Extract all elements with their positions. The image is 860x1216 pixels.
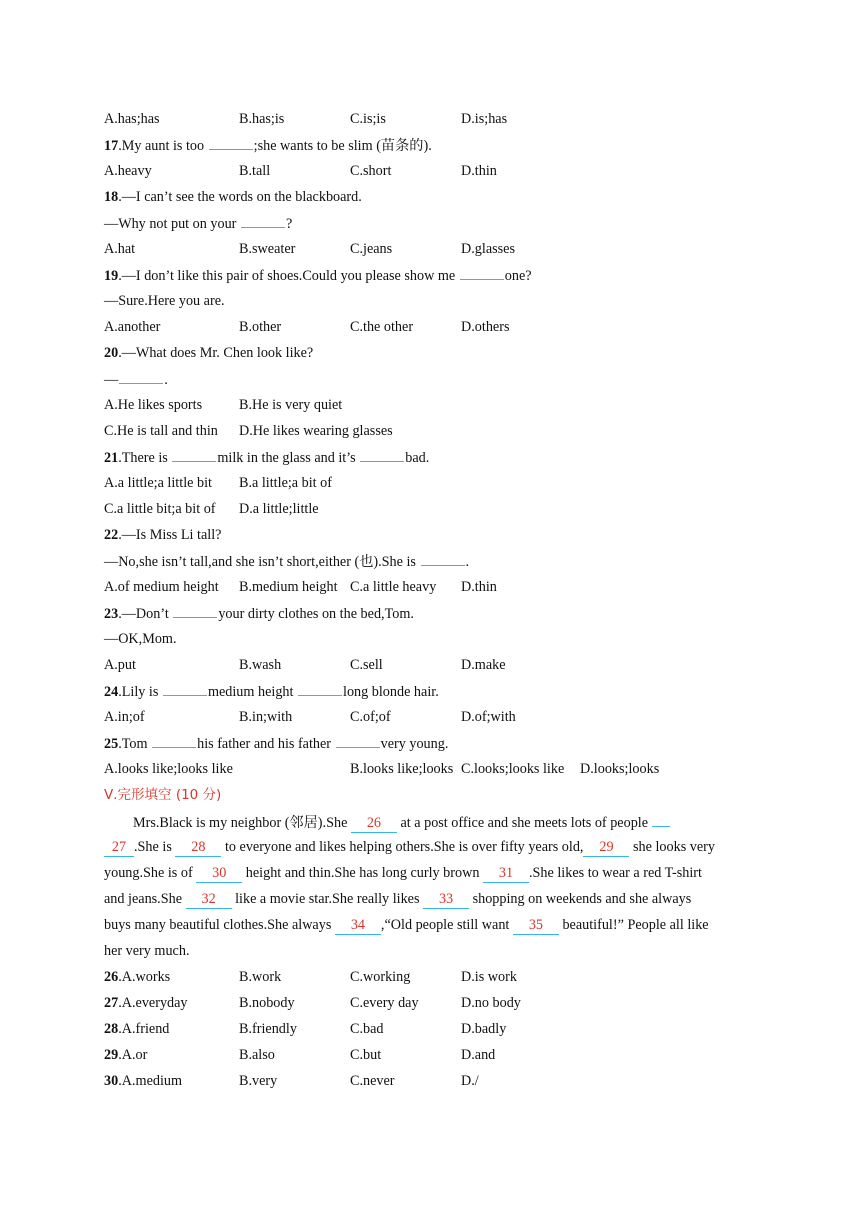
q21-option-b: B.a little;a bit of [239, 475, 332, 491]
question-number: 26 [104, 969, 119, 985]
question-number: 29 [104, 1047, 119, 1063]
q22-option-a: A.of medium height [104, 579, 219, 595]
q17-options [104, 158, 804, 184]
question-number: 22 [104, 527, 119, 543]
q29-option-c: C.but [350, 1047, 382, 1063]
q23-reply: —OK,Mom. [104, 631, 177, 647]
q19-option-a: A.another [104, 319, 161, 335]
q30-options [104, 1068, 804, 1094]
q30-option-b: B.very [239, 1073, 278, 1089]
answer-blank [241, 210, 285, 228]
question-number: 18 [104, 189, 119, 205]
passage-line-1 [104, 808, 804, 834]
q18-text: .—I can’t see the words on the blackboard. [118, 189, 362, 205]
passage-line-5 [104, 912, 804, 938]
q22-option-c: C.a little heavy [350, 579, 437, 595]
passage-text: at a post office and she meets lots of people [396, 815, 652, 831]
q21-text: .There is [118, 450, 172, 466]
q30-option-d: D./ [461, 1073, 479, 1089]
q18-reply [104, 210, 804, 236]
passage-text: .She is [134, 839, 176, 855]
passage-text: and jeans.She [104, 891, 186, 907]
q24-options [104, 704, 804, 730]
q20-options-row2 [104, 418, 804, 444]
q25-text-end: very young. [380, 736, 449, 752]
q24-option-c: C.of;of [350, 709, 391, 725]
q20-options-row1 [104, 392, 804, 418]
cloze-blank-33: 33 [423, 890, 469, 909]
passage-text: like a movie star.She really likes [231, 891, 424, 907]
q20-option-d: D.He likes wearing glasses [239, 423, 393, 439]
cloze-blank-27-start [652, 808, 670, 827]
q17-option-b: B.tall [239, 163, 271, 179]
q19-text: .—I don’t like this pair of shoes.Could you please show me [118, 268, 459, 284]
q22-reply-text: —No,she isn’t tall,and she isn’t short,either (也).She is [104, 554, 420, 570]
q20-stem [104, 340, 804, 366]
q24-text: .Lily is [118, 684, 162, 700]
q18-option-a: A.hat [104, 241, 136, 257]
option-text: .A.works [118, 969, 171, 985]
q21-text-end: bad. [405, 450, 430, 466]
q20-option-c: C.He is tall and thin [104, 423, 218, 439]
question-number: 25 [104, 736, 119, 752]
q25-option-b: B.looks like;looks [350, 761, 454, 777]
q27-option-a [104, 990, 188, 1016]
q16-option-c: C.is;is [350, 111, 386, 127]
q29-options [104, 1042, 804, 1068]
q26-option-b: B.work [239, 969, 282, 985]
question-number: 21 [104, 450, 119, 466]
passage-text: to everyone and likes helping others.She is over fifty years old, [221, 839, 584, 855]
q28-option-b: B.friendly [239, 1021, 297, 1037]
q27-option-b: B.nobody [239, 995, 295, 1011]
q29-option-b: B.also [239, 1047, 275, 1063]
q19-option-d: D.others [461, 319, 510, 335]
cloze-blank-28: 28 [175, 838, 221, 857]
passage-text: young.She is of [104, 865, 197, 881]
q22-option-d: D.thin [461, 579, 497, 595]
question-number: 17 [104, 138, 119, 154]
answer-blank [421, 548, 465, 566]
passage-text: .She likes to wear a red T-shirt [528, 865, 702, 881]
q21-option-c: C.a little bit;a bit of [104, 501, 216, 517]
option-text: .A.everyday [118, 995, 188, 1011]
q23-option-d: D.make [461, 657, 506, 673]
q18-option-d: D.glasses [461, 241, 515, 257]
q17-text: .My aunt is too [118, 138, 208, 154]
q18-option-c: C.jeans [350, 241, 393, 257]
question-number: 28 [104, 1021, 119, 1037]
q27-option-c: C.every day [350, 995, 419, 1011]
q24-option-a: A.in;of [104, 709, 145, 725]
question-number: 30 [104, 1073, 119, 1089]
passage-line-2 [104, 834, 804, 860]
cloze-blank-30: 30 [196, 864, 242, 883]
answer-blank [298, 678, 342, 696]
q29-option-d: D.and [461, 1047, 496, 1063]
q25-option-a: A.looks like;looks like [104, 761, 233, 777]
q20-option-b: B.He is very quiet [239, 397, 343, 413]
passage-text: shopping on weekends and she always [469, 891, 692, 907]
q25-stem [104, 730, 804, 756]
passage-text: beautiful!” People all like [558, 917, 709, 933]
question-number: 19 [104, 268, 119, 284]
q18-option-b: B.sweater [239, 241, 296, 257]
q20-text: .—What does Mr. Chen look like? [118, 345, 314, 361]
q21-option-a: A.a little;a little bit [104, 475, 212, 491]
q24-option-d: D.of;with [461, 709, 516, 725]
cloze-blank-35: 35 [513, 916, 559, 935]
q23-option-a: A.put [104, 657, 136, 673]
q17-option-c: C.short [350, 163, 392, 179]
q30-option-c: C.never [350, 1073, 395, 1089]
q24-stem [104, 678, 804, 704]
q25-text: .Tom [118, 736, 152, 752]
q26-option-d: D.is work [461, 969, 517, 985]
cloze-blank-31: 31 [483, 864, 529, 883]
passage-text: buys many beautiful clothes.She always [104, 917, 335, 933]
option-text: .A.friend [118, 1021, 170, 1037]
q22-option-b: B.medium height [239, 579, 338, 595]
q22-reply-end: . [465, 554, 470, 570]
q16-option-d: D.is;has [461, 111, 508, 127]
q30-option-a [104, 1068, 182, 1094]
q17-option-d: D.thin [461, 163, 497, 179]
q23-option-c: C.sell [350, 657, 383, 673]
answer-blank [360, 444, 404, 462]
q23-options [104, 652, 804, 678]
q28-option-d: D.badly [461, 1021, 507, 1037]
cloze-blank-32: 32 [186, 890, 232, 909]
section-heading: Ⅴ.完形填空 (10 分) [104, 787, 222, 803]
q26-options [104, 964, 804, 990]
q28-options [104, 1016, 804, 1042]
answer-blank [163, 678, 207, 696]
q24-text-end: long blonde hair. [343, 684, 439, 700]
q19-reply: —Sure.Here you are. [104, 293, 225, 309]
passage-line-6: her very much. [104, 943, 190, 959]
q20-reply-text: — [104, 372, 119, 388]
q19-option-c: C.the other [350, 319, 414, 335]
q17-stem [104, 132, 804, 158]
q21-text-mid: milk in the glass and it’s [217, 450, 360, 466]
answer-blank [209, 132, 253, 150]
q19-stem [104, 262, 804, 288]
cloze-blank-27: 27 [104, 838, 134, 857]
q23-option-b: B.wash [239, 657, 282, 673]
passage-text: she looks very [629, 839, 715, 855]
q20-option-a: A.He likes sports [104, 397, 203, 413]
q18-options [104, 236, 804, 262]
q21-options-row1 [104, 470, 804, 496]
q24-text-mid: medium height [207, 684, 297, 700]
q21-stem [104, 444, 804, 470]
q22-text: .—Is Miss Li tall? [118, 527, 222, 543]
q18-stem [104, 184, 804, 210]
q22-stem [104, 522, 804, 548]
q21-options-row2 [104, 496, 804, 522]
answer-blank [460, 262, 504, 280]
q20-reply [104, 366, 804, 392]
q23-text: .—Don’t [118, 606, 173, 622]
cloze-blank-34: 34 [335, 916, 381, 935]
passage-text: height and thin.She has long curly brown [242, 865, 483, 881]
cloze-blank-26: 26 [351, 814, 397, 833]
q26-option-a [104, 964, 170, 990]
q21-option-d: D.a little;little [239, 501, 319, 517]
q24-option-b: B.in;with [239, 709, 293, 725]
q22-options [104, 574, 804, 600]
passage-text: ,“Old people still want [380, 917, 513, 933]
q28-option-a [104, 1016, 169, 1042]
q19-text-end: one? [504, 268, 532, 284]
q19-option-b: B.other [239, 319, 282, 335]
q27-options [104, 990, 804, 1016]
q19-options [104, 314, 804, 340]
answer-blank [173, 600, 217, 618]
q27-option-d: D.no body [461, 995, 521, 1011]
question-number: 20 [104, 345, 119, 361]
option-text: .A.medium [118, 1073, 183, 1089]
cloze-blank-29: 29 [583, 838, 629, 857]
passage-text: Mrs.Black is my neighbor (邻居).She [133, 815, 351, 831]
q16-option-a: A.has;has [104, 111, 160, 127]
q23-stem [104, 600, 804, 626]
q25-text-mid: his father and his father [197, 736, 335, 752]
q26-option-c: C.working [350, 969, 411, 985]
q28-option-c: C.bad [350, 1021, 384, 1037]
question-number: 24 [104, 684, 119, 700]
q25-option-c: C.looks;looks like [461, 761, 565, 777]
answer-blank [336, 730, 380, 748]
document-page [104, 106, 804, 1094]
q25-options [104, 756, 804, 782]
q17-option-a: A.heavy [104, 163, 152, 179]
q16-option-b: B.has;is [239, 111, 285, 127]
question-number: 27 [104, 995, 119, 1011]
q29-option-a [104, 1042, 147, 1068]
question-number: 23 [104, 606, 119, 622]
q23-text-end: your dirty clothes on the bed,Tom. [218, 606, 414, 622]
option-text: .A.or [118, 1047, 148, 1063]
answer-blank [172, 444, 216, 462]
q22-reply [104, 548, 804, 574]
answer-blank [119, 366, 163, 384]
q16-options [104, 106, 804, 132]
passage-line-4 [104, 886, 804, 912]
q18-reply-end: ? [285, 216, 293, 232]
passage-line-3 [104, 860, 804, 886]
q20-reply-end: . [164, 372, 168, 388]
answer-blank [152, 730, 196, 748]
q25-option-d: D.looks;looks [580, 761, 660, 777]
q18-reply-text: —Why not put on your [104, 216, 240, 232]
q17-text-end: ;she wants to be slim (苗条的). [253, 138, 432, 154]
